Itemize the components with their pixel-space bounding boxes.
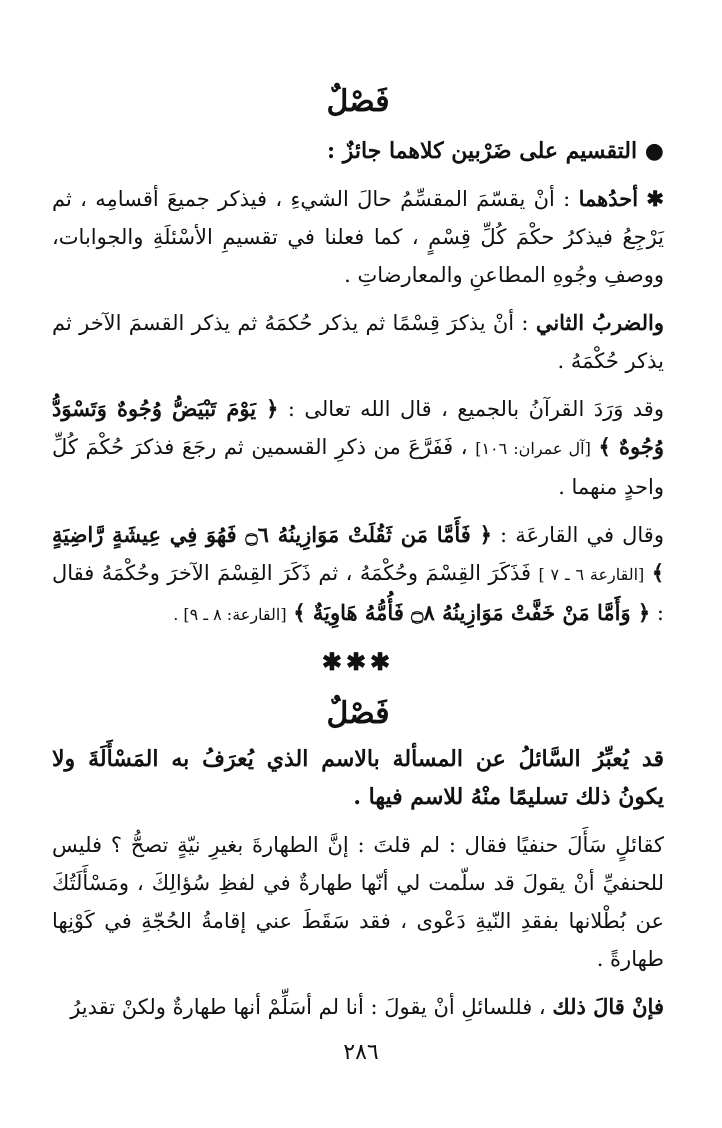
qariah-ayah-2: ﴿ وَأَمَّا مَنْ خَفَّتْ مَوَازِينُهُ ۝٨ فَأُمُّهُ هَاوِيَةٌ ﴾ xyxy=(293,600,651,625)
qariah-intro: وقال في القارعَة : xyxy=(500,523,664,547)
qariah-ayah-1: ﴿ فَأَمَّا مَن ثَقُلَتْ مَوَازِينُهُ ۝٦ فَهُوَ فِي عِيشَةٍ رَّاضِيَةٍ ﴾ xyxy=(52,522,665,585)
qariah-reference-1: [القارعة ٦ ـ ٧ ] xyxy=(538,565,645,584)
section-heading: فَصْلٌ xyxy=(326,84,390,119)
second-type-label: والضربُ الثاني xyxy=(535,310,664,335)
second-type-paragraph xyxy=(52,304,664,380)
asterisk-icon: ✱ xyxy=(646,186,664,211)
thesis-paragraph: قد يُعبِّرُ السَّائلُ عن المسألة بالاسم الذي يُعرَفُ به المَسْأَلَةَ ولا يكونُ ذلك تسليمًا منْهُ للاسم فيها . xyxy=(52,746,664,810)
bullet-icon: ● xyxy=(644,138,664,164)
first-type-label: أحدُهما xyxy=(578,186,639,211)
final-text: ، فللسائلِ أنْ يقولَ : أنا لم أسَلِّمْ أنها طهارةٌ ولكنْ تقديرُ xyxy=(70,995,546,1019)
page-number: ٢٨٦ xyxy=(343,1040,379,1065)
section-separator: ✱✱✱ xyxy=(321,647,395,676)
qariah-paragraph xyxy=(52,516,664,634)
section-heading-2: فَصْلٌ xyxy=(326,696,390,731)
quran-after: ، فَفَرَّعَ من ذكرِ القسمين ثم رجَعَ فذكرَ حُكْمَ كُلِّ واحدٍ منهما . xyxy=(52,435,664,499)
quran-paragraph xyxy=(52,390,664,506)
quran-reference: [آل عمران: ١٠٦] xyxy=(475,439,591,458)
second-type-text: : أنْ يذكرَ قِسْمًا ثم يذكر حُكمَهُ ثم يذكر القسمَ الآخر ثم يذكر حُكْمَهُ . xyxy=(52,311,664,373)
final-label: فإنْ قالَ ذلك xyxy=(552,994,664,1019)
qariah-reference-2: [القارعة: ٨ ـ ٩] . xyxy=(173,605,287,624)
qariah-after: فَذَكَرَ القِسْمَ وحُكْمَهُ ، ثم ذَكَرَ القِسْمَ الآخرَ وحُكْمَهُ فقال : xyxy=(52,561,664,625)
intro-paragraph xyxy=(52,132,664,170)
example-paragraph: كقائلٍ سَأَلَ حنفيًا فقال : لم قلتَ : إنَّ الطهارةَ بغيرِ نيّةٍ تصحُّ ؟ فليس للحنفيِّ أنْ يقولَ قد سلّمت لي أنّها طهارةٌ في لفظِ سُؤالِكَ ، ومَسْأَلَتُكَ عن بُطْلانها بفقدِ النّيةِ دَعْوى ، فقد سَقَطَ عني إقامةُ الحُجّةِ في كَوْنِها طهارةً . xyxy=(52,833,664,971)
intro-text: التقسيم على ضَرْبين كلاهما جائزٌ : xyxy=(326,138,638,164)
final-paragraph xyxy=(52,988,664,1026)
first-type-text: : أنْ يقسّمَ المقسِّمُ حالَ الشيءِ ، فيذكر جميعَ أقسامِه ، ثم يَرْجِعُ فيذكرُ حكْمَ كُلِّ قِسْمٍ ، كما فعلنا في تقسيمِ الأسْئلَةِ والجوابات، ووصفِ وجُوهِ المطاعنِ والمعارضاتِ . xyxy=(52,187,664,287)
quran-ayah: ﴿ يَوْمَ تَبْيَضُّ وُجُوهٌ وَتَسْوَدُّ وُجُوهٌ ﴾ xyxy=(52,396,664,459)
first-type-paragraph xyxy=(52,180,664,294)
quran-intro: وقد وَرَدَ القرآنُ بالجميع ، قال الله تعالى : xyxy=(287,397,664,421)
